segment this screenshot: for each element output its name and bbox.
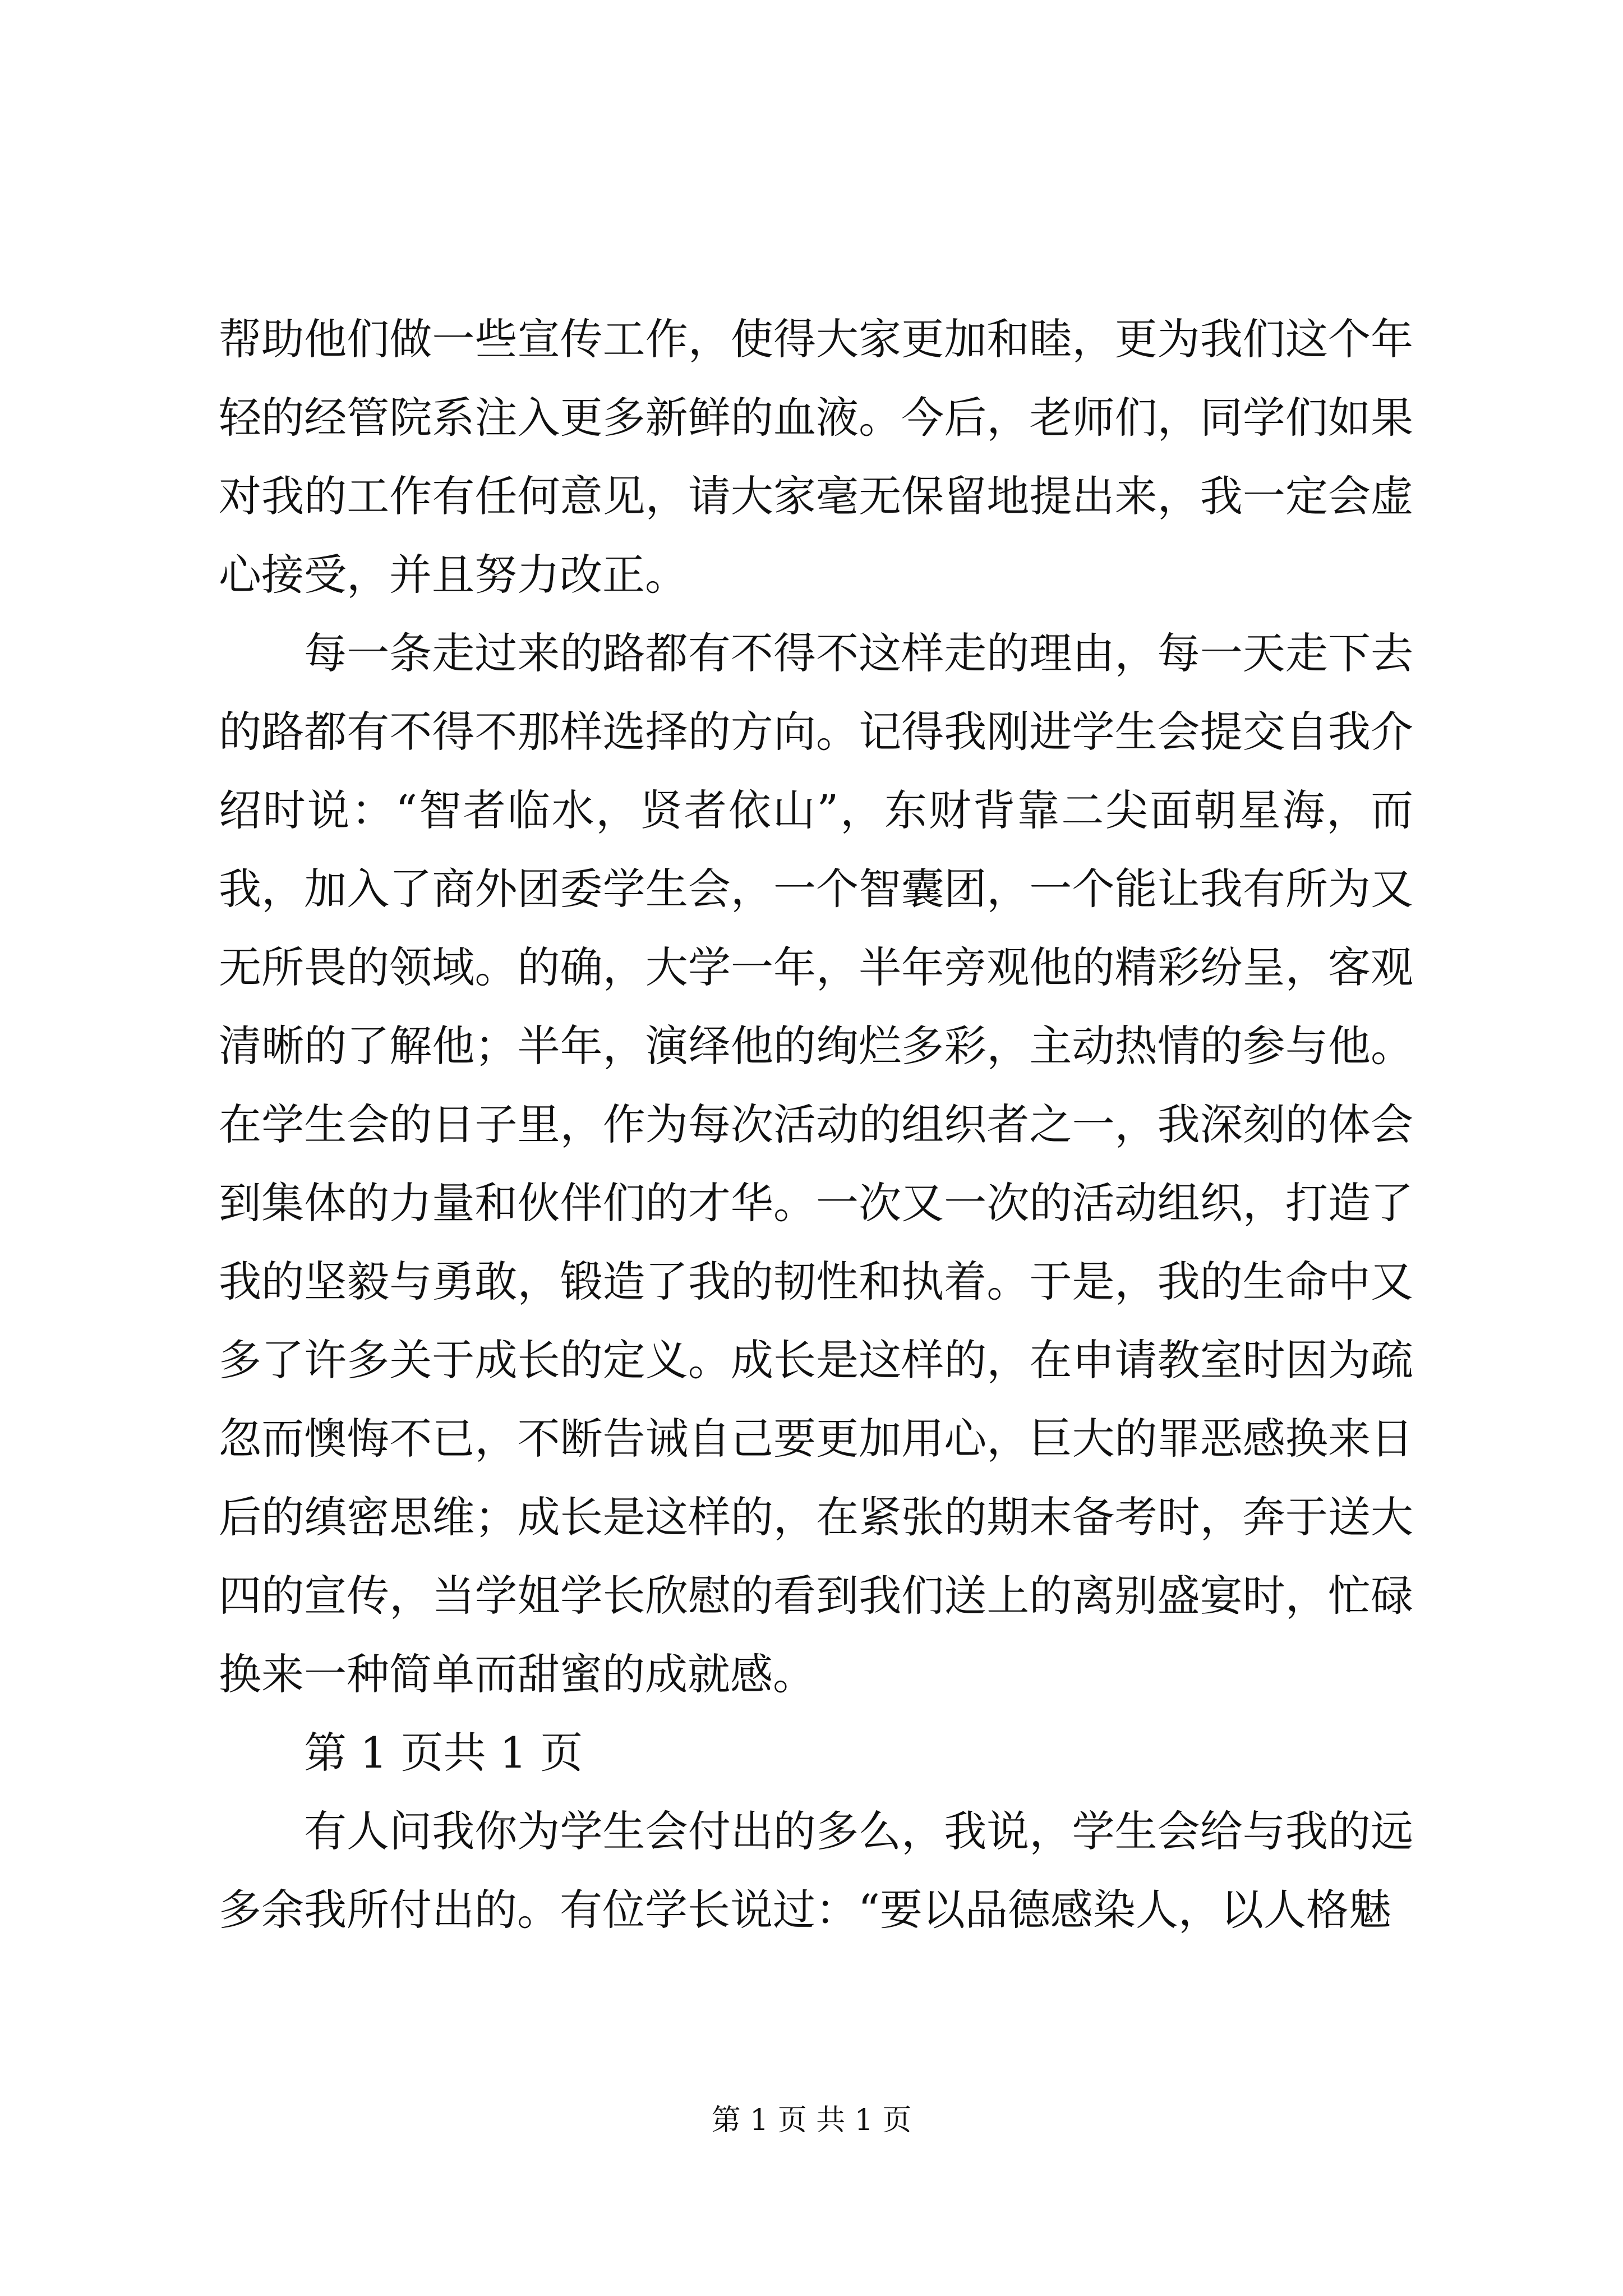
paragraph-line: 清晰的了解他；半年，演绎他的绚烂多彩，主动热情的参与他。 — [219, 1021, 1413, 1071]
paragraph-line: 帮助他们做一些宣传工作，使得大家更加和睦，更为我们这个年 — [219, 314, 1413, 364]
paragraph-line: 换来一种简单而甜蜜的成就感。 — [219, 1649, 815, 1699]
paragraph-line: 后的缜密思维；成长是这样的，在紧张的期末备考时，奔于送大 — [219, 1492, 1413, 1542]
paragraph-line: 忽而懊悔不已，不断告诫自己要更加用心，巨大的罪恶感换来日 — [219, 1414, 1413, 1464]
paragraph-line: 第 1 页共 1 页 — [304, 1728, 583, 1778]
paragraph-line: 每一条走过来的路都有不得不这样走的理由，每一天走下去 — [304, 628, 1413, 678]
paragraph-line: 到集体的力量和伙伴们的才华。一次又一次的活动组织，打造了 — [219, 1178, 1413, 1228]
paragraph-line: 我的坚毅与勇敢，锻造了我的韧性和执着。于是，我的生命中又 — [219, 1257, 1413, 1306]
paragraph-line: 多余我所付出的。有位学长说过：“要以品德感染人，以人格魅 — [219, 1885, 1391, 1935]
paragraph-line: 四的宣传，当学姐学长欣慰的看到我们送上的离别盛宴时，忙碌 — [219, 1571, 1413, 1621]
paragraph-line: 对我的工作有任何意见，请大家毫无保留地提出来，我一定会虚 — [219, 471, 1413, 521]
document-body — [219, 300, 1413, 1949]
page-footer: 第 1 页 共 1 页 — [711, 2104, 912, 2137]
paragraph-line: 轻的经管院系注入更多新鲜的血液。今后，老师们，同学们如果 — [219, 393, 1413, 443]
paragraph-line: 心接受，并且努力改正。 — [219, 550, 688, 600]
paragraph-line: 在学生会的日子里，作为每次活动的组织者之一，我深刻的体会 — [219, 1099, 1413, 1149]
paragraph-line: 的路都有不得不那样选择的方向。记得我刚进学生会提交自我介 — [219, 707, 1413, 757]
paragraph-line: 多了许多关于成长的定义。成长是这样的，在申请教室时因为疏 — [219, 1335, 1413, 1385]
paragraph-line: 无所畏的领域。的确，大学一年，半年旁观他的精彩纷呈，客观 — [219, 942, 1413, 992]
paragraph-line: 我，加入了商外团委学生会，一个智囊团，一个能让我有所为又 — [219, 864, 1413, 914]
paragraph-line: 绍时说：“智者临水，贤者依山”，东财背靠二尖面朝星海，而 — [219, 785, 1413, 835]
paragraph-line: 有人问我你为学生会付出的多么，我说，学生会给与我的远 — [304, 1806, 1413, 1856]
